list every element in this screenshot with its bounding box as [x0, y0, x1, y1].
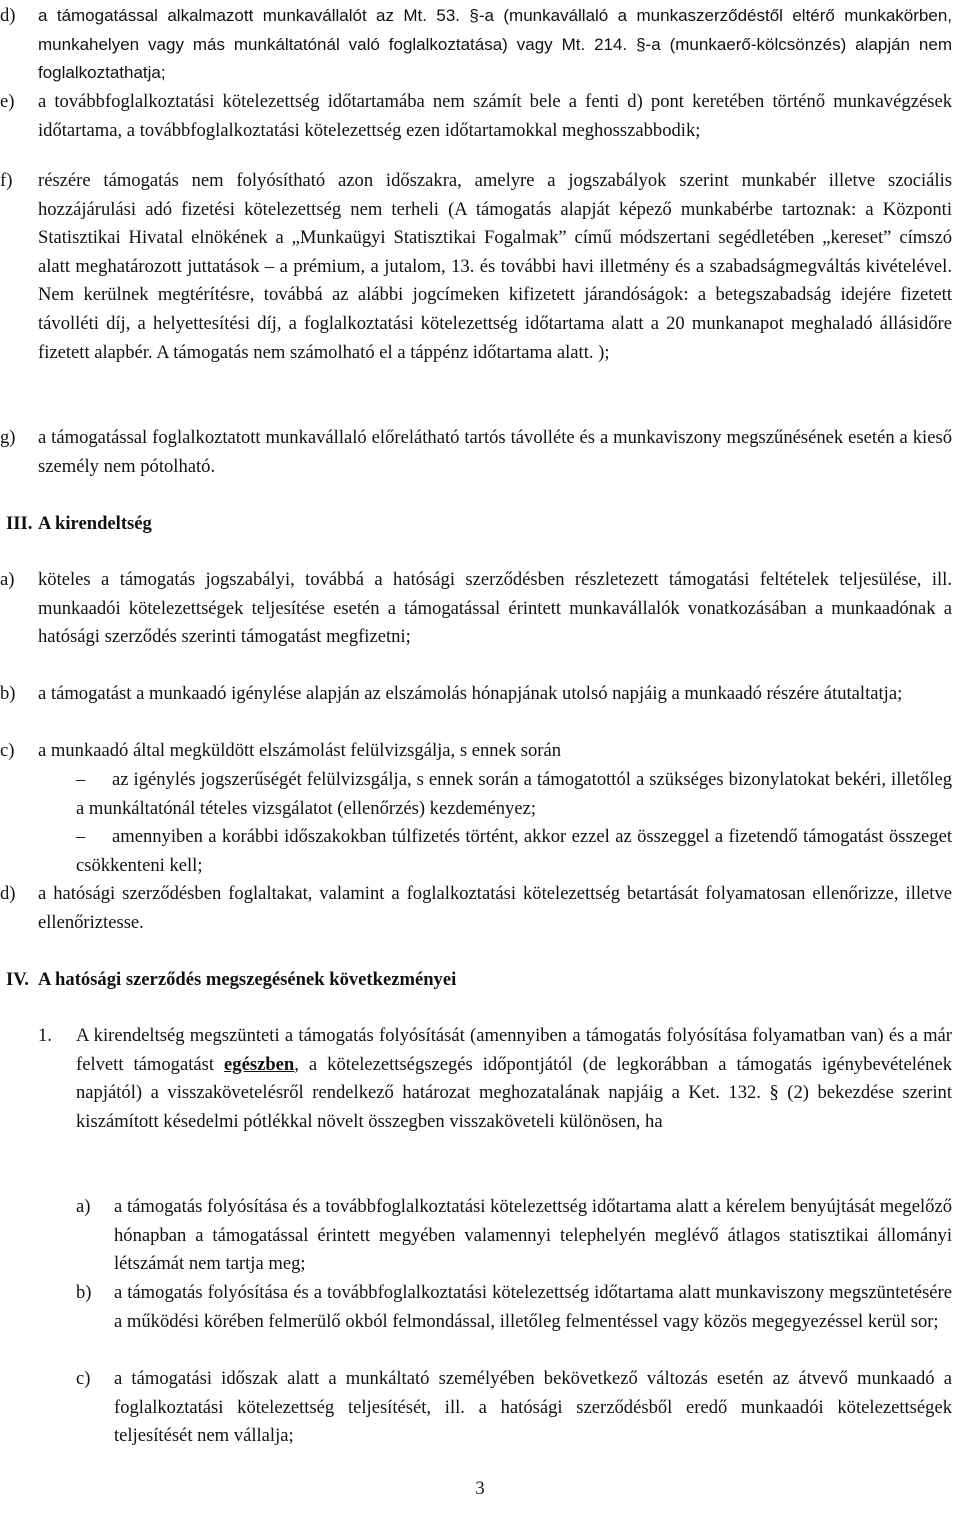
item-text: a támogatási időszak alatt a munkáltató személyében bekövetkező változás esetén az átvevő munkaadó a foglalkoztatási kötelezettség teljesítését, ill. a hatósági szerződésből eredő munkaadói kötelezettségek teljesítését nem vállalja; — [114, 1368, 952, 1447]
item-text: a támogatás folyósítása és a továbbfoglalkoztatási kötelezettség időtartama alatt a kérelem benyújtását megelőző hónapban a támogatással érintett megyében valamennyi telephelyén meglévő átlagos statisztikai állományi létszámát nem tartja meg; — [114, 1196, 952, 1275]
item-label: e) — [0, 91, 15, 112]
sub-item-a — [76, 1193, 952, 1279]
dash-mark: – — [76, 769, 86, 790]
item-text: a támogatással alkalmazott munkavállalót az Mt. 53. §-a (munkavállaló a munkaszerződéstől eltérő munkakörben, munkahelyen vagy más munkáltatónál való foglalkoztatása) vagy Mt. 214. §-a (munkaerő-kölcsönzés) alapján nem foglalkoztathatja; — [38, 6, 952, 83]
item-label: d) — [0, 5, 16, 26]
list-item-iii-c — [0, 737, 952, 766]
item-label: g) — [0, 427, 16, 448]
list-item-iii-b — [0, 680, 952, 709]
item-label: c) — [76, 1368, 91, 1389]
dash-text: amennyiben a korábbi időszakokban túlfizetés történt, akkor ezzel az összeggel a fizetendő támogatást összeget csökkenteni kell; — [76, 826, 952, 876]
item-text: részére támogatás nem folyósítható azon időszakra, amelyre a jogszabályok szerint munkabér illetve szociális hozzájárulási adó fizetési kötelezettség nem terheli (A támogatás alapját képező munkabérbe tartoznak: a Központi Statisztikai Hivatal elnökének a „Munkaügyi Statisztikai Fogalmak” című módszertani segédletében „kereset” címszó alatt meghatározott juttatások – a prémium, a jutalom, 13. és további havi illetmény és a szabadságmegváltás kivételével. Nem kerülnek megtérítésre, továbbá az alábbi jogcímeken kifizetett járandóságok: a betegszabadság idejére fizetett távolléti díj, a helyettesítési díj, a foglalkoztatási kötelezettség időtartama alatt a 20 munkanapot meghaladó állásidőre fizetett alapbér. A támogatás nem számolható el a táppénz időtartama alatt. ); — [38, 170, 952, 363]
dash-text: az igénylés jogszerűségét felülvizsgálja, s ennek során a támogatottól a szükséges bizonylatokat bekéri, illetőleg a munkáltatónál tételes vizsgálatot (ellenőrzés) kezdeményez; — [76, 769, 952, 819]
item-text: a támogatással foglalkoztatott munkavállaló előrelátható tartós távolléte és a munkaviszony megszűnésének esetén a kieső személy nem pótolható. — [38, 427, 952, 477]
section-number: III. — [6, 513, 33, 534]
paragraph-text-before: A kirendeltség megszünteti a támogatás folyósítását (amennyiben a támogatás folyósítása folyamatban van) és a már felvett támogatást — [76, 1025, 952, 1075]
list-item-d — [0, 2, 952, 88]
item-label: a) — [76, 1196, 91, 1217]
paragraph-label: 1. — [38, 1025, 52, 1046]
section-title: A hatósági szerződés megszegésének következményei — [38, 969, 457, 990]
item-label: b) — [76, 1282, 92, 1303]
list-item-iii-a — [0, 566, 952, 652]
item-text: a támogatás folyósítása és a továbbfoglalkoztatási kötelezettség időtartama alatt munkaviszony megszüntetésére a működési körében felmerülő okból felmondással, illetőleg felmentéssel vagy közös megegyezéssel kerül sor; — [114, 1282, 952, 1332]
item-label: d) — [0, 883, 16, 904]
list-item-iii-d — [0, 880, 952, 937]
item-text: a munkaadó által megküldött elszámolást felülvizsgálja, s ennek során — [38, 740, 562, 761]
item-text: a támogatást a munkaadó igénylése alapján az elszámolás hónapjának utolsó napjáig a munkaadó részére átutaltatja; — [38, 683, 903, 704]
list-item-e — [0, 88, 952, 145]
item-label: f) — [0, 170, 13, 191]
item-label: a) — [0, 569, 15, 590]
section-number: IV. — [6, 969, 29, 990]
section-heading-iii — [6, 510, 152, 538]
item-label: b) — [0, 683, 16, 704]
item-text: a hatósági szerződésben foglaltakat, valamint a foglalkoztatási kötelezettség betartását folyamatosan ellenőrizze, illetve ellenőriztesse. — [38, 883, 952, 933]
dash-item-2 — [76, 823, 952, 880]
page-number: 3 — [475, 1478, 485, 1499]
list-item-g — [0, 424, 952, 481]
section-heading-iv — [6, 966, 456, 994]
paragraph-text-after: , a kötelezettségszegés időpontjától (de legkorábban a támogatás igénybevételének napjától) a visszakövetelésről rendelkező határozat meghozatalának napjáig a Ket. 132. § (2) bekezdése szerint kiszámított késedelmi pótlékkal növelt összegben visszaköveteli különösen, ha — [76, 1053, 952, 1132]
item-text: köteles a támogatás jogszabályi, továbbá a hatósági szerződésben részletezett támogatási feltételek teljesülése, ill. munkaadói kötelezettségek teljesítése esetén a támogatással érintett munkavállalók vonatkozásában a munkaadónak a hatósági szerződés szerinti támogatást megfizetni; — [38, 569, 952, 648]
list-item-f — [0, 167, 952, 367]
item-text: a továbbfoglalkoztatási kötelezettség időtartamába nem számít bele a fenti d) pont keretében történő munkavégzések időtartama, a továbbfoglalkoztatási kötelezettség ezen időtartamokkal meghosszabbodik; — [38, 91, 952, 141]
sub-item-c — [76, 1365, 952, 1451]
emphasized-word: egészben — [224, 1053, 295, 1075]
dash-item-1 — [76, 766, 952, 823]
item-label: c) — [0, 740, 15, 761]
sub-item-b — [76, 1279, 952, 1336]
dash-mark: – — [76, 826, 86, 847]
section-title: A kirendeltség — [38, 513, 152, 534]
paragraph-1 — [38, 1022, 952, 1136]
